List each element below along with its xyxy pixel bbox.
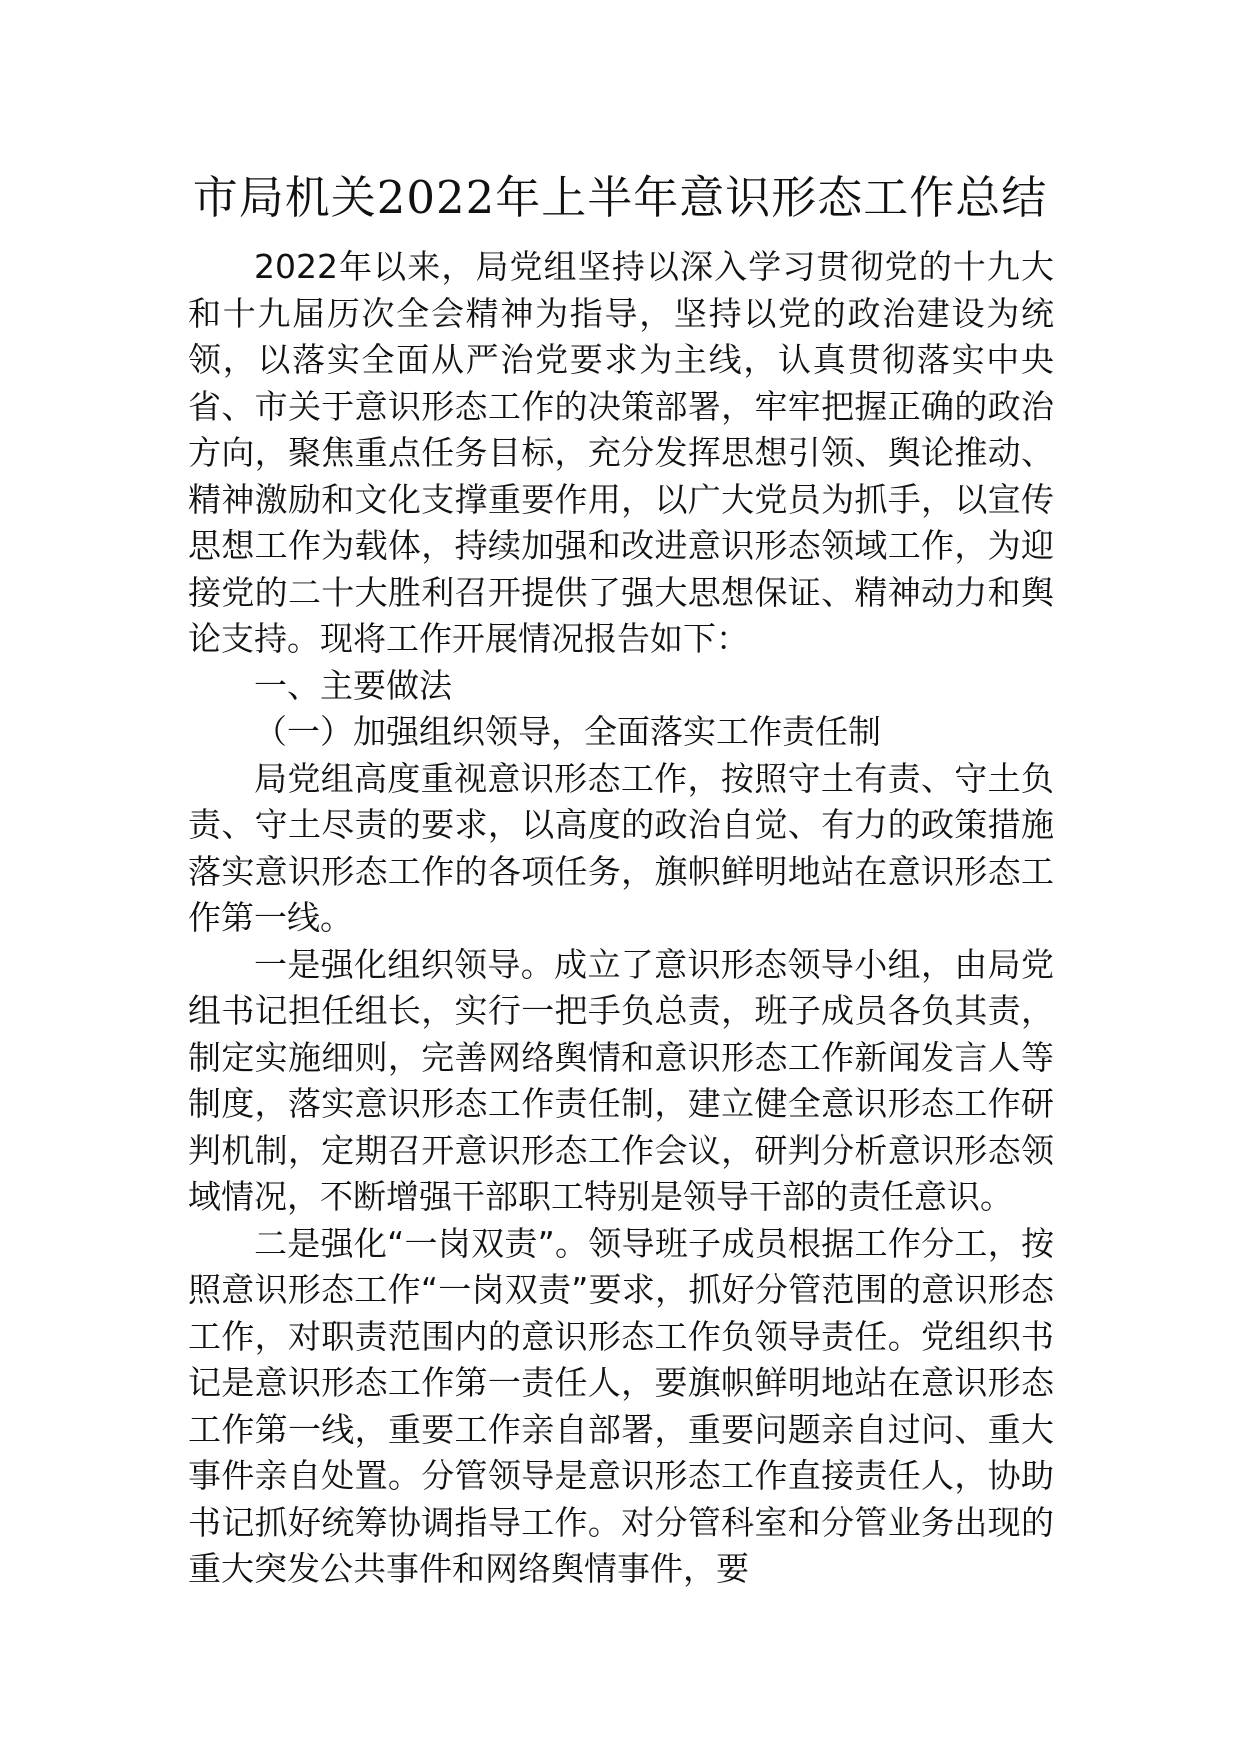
subsection-heading-organization-leadership: （一）加强组织领导，全面落实工作责任制 bbox=[254, 712, 881, 751]
body-paragraph: 二是强化“一岗双责”。领导班子成员根据工作分工，按照意识形态工作“一岗双责”要求，抓好分管范围的意识形态工作，对职责范围内的意识形态工作负领导责任。党组织书记是意识形态工作第一责任人，要旗帜鲜明地站在意识形态工作第一线，重要工作亲自部署，重要问题亲自过问、重大事件亲自处置。分管领导是意识形态工作直接责任人，协助书记抓好统筹协调指导工作。对分管科室和分管业务出现的重大突发公共事件和网络舆情事件，要 bbox=[188, 1223, 1054, 1588]
section-heading-main-practices: 一、主要做法 bbox=[254, 665, 452, 705]
document-title: 市局机关2022年上半年意识形态工作总结 bbox=[192, 171, 1048, 224]
intro-paragraph: 2022年以来，局党组坚持以深入学习贯彻党的十九大和十九届历次全会精神为指导，坚持以党的政治建设为统领，以落实全面从严治党要求为主线，认真贯彻落实中央省、市关于意识形态工作的决策部署，牢牢把握正确的政治方向，聚焦重点任务目标，充分发挥思想引领、舆论推动、精神激励和文化支撑重要作用，以广大党员为抓手，以宣传思想工作为载体，持续加强和改进意识形态领域工作，为迎接党的二十大胜利召开提供了强大思想保证、精神动力和舆论支持。现将工作开展情况报告如下： bbox=[188, 247, 1054, 658]
document-body bbox=[188, 244, 1054, 1593]
body-paragraph: 局党组高度重视意识形态工作，按照守土有责、守土负责、守土尽责的要求，以高度的政治自觉、有力的政策措施落实意识形态工作的各项任务，旗帜鲜明地站在意识形态工作第一线。 bbox=[188, 758, 1054, 937]
body-paragraph: 一是强化组织领导。成立了意识形态领导小组，由局党组书记担任组长，实行一把手负总责，班子成员各负其责，制定实施细则，完善网络舆情和意识形态工作新闻发言人等制度，落实意识形态工作责任制，建立健全意识形态工作研判机制，定期召开意识形态工作会议，研判分析意识形态领域情况，不断增强干部职工特别是领导干部的责任意识。 bbox=[188, 944, 1054, 1216]
